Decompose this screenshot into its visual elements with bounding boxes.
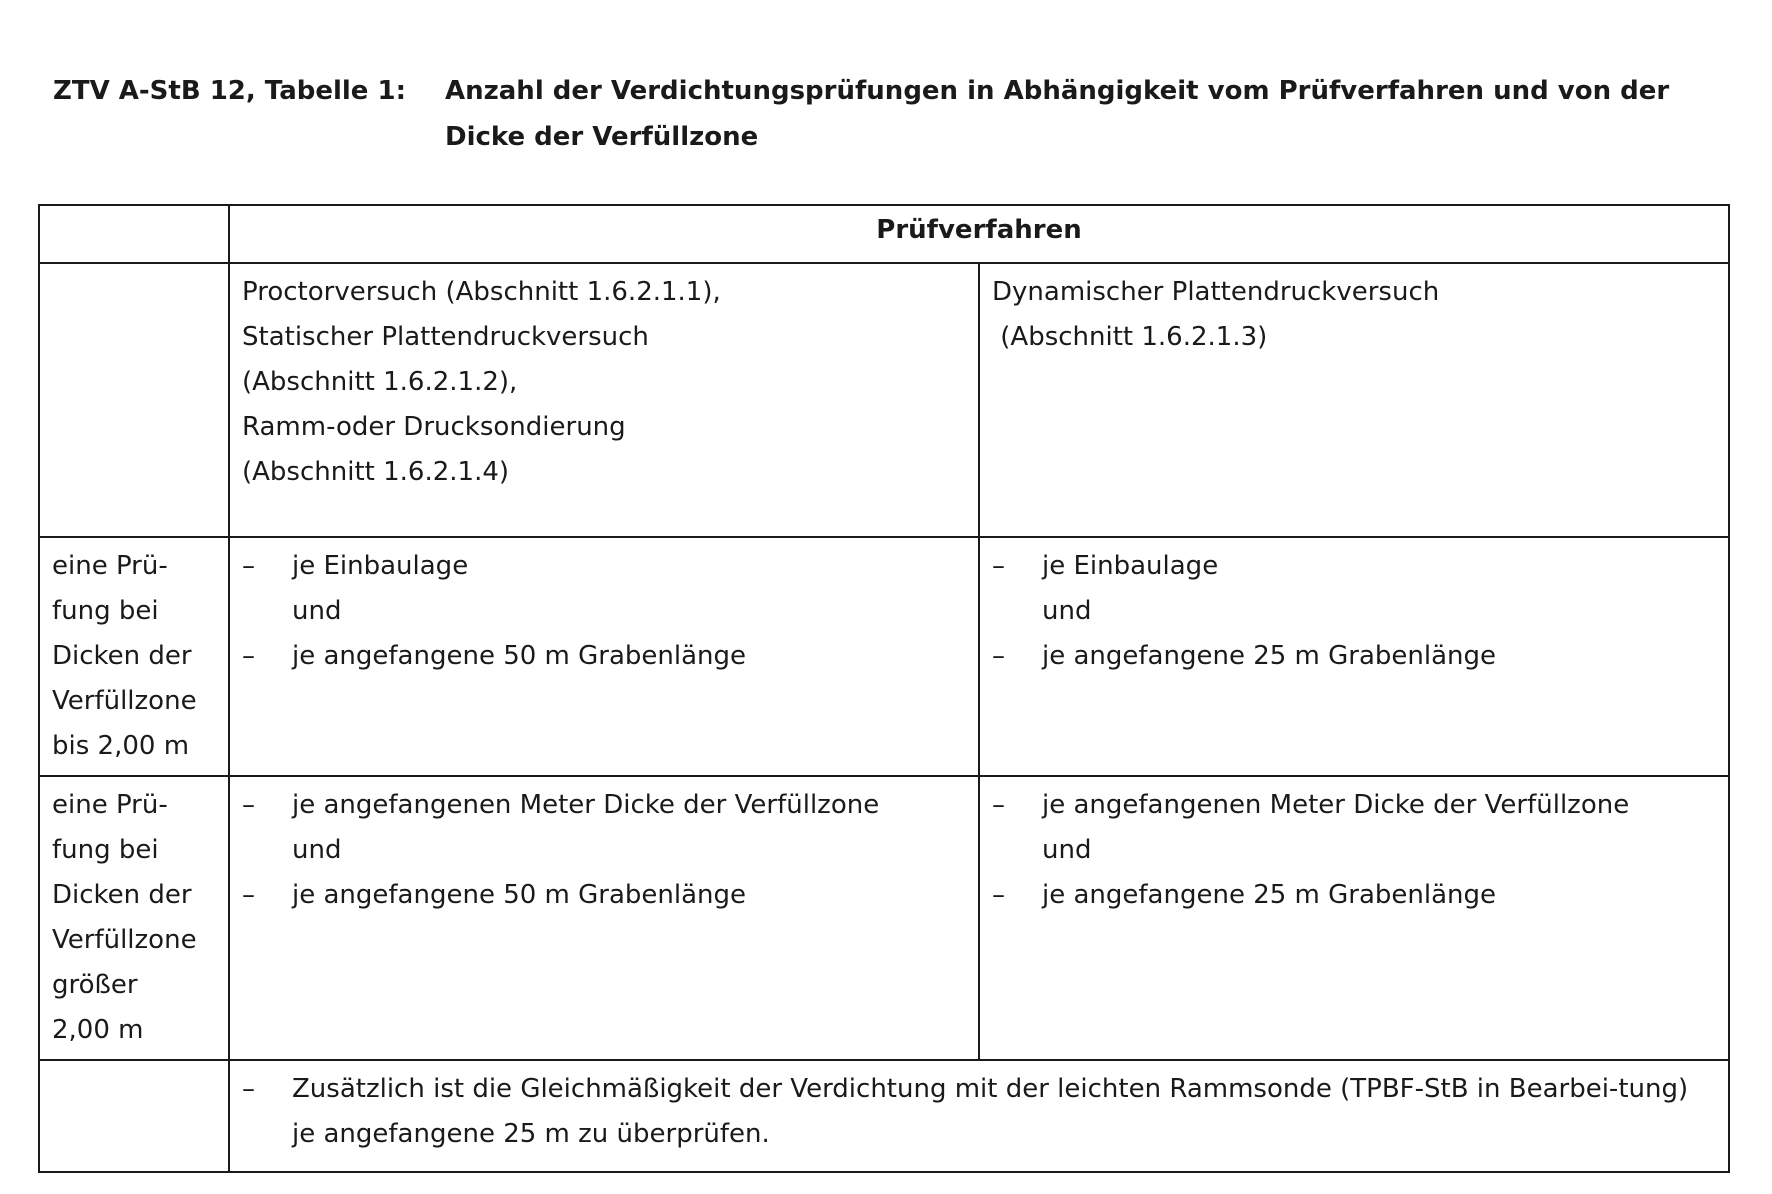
list-item — [992, 544, 1716, 589]
requirement-text: je angefangene 25 m Grabenlänge — [1042, 880, 1497, 910]
table-caption — [53, 68, 1733, 160]
row-label-line: fung bei — [52, 596, 159, 626]
row-label-line: größer — [52, 970, 138, 1000]
dash-bullet: – — [242, 641, 255, 671]
row-label-line: Verfüllzone — [52, 925, 197, 955]
row-label-up-to-2m — [39, 537, 229, 776]
method-line: Statischer Plattendruckversuch — [242, 322, 649, 352]
table-reference: ZTV A-StB 12, Tabelle 1: — [53, 76, 406, 106]
dash-bullet: – — [242, 790, 255, 820]
methods-row — [39, 263, 1729, 537]
row-label-line: Dicken der — [52, 880, 192, 910]
list-item — [992, 634, 1716, 679]
row-label-line: Dicken der — [52, 641, 192, 671]
list-item — [992, 783, 1716, 828]
table-row — [39, 776, 1729, 1060]
method-line: Dynamischer Plattendruckversuch — [992, 277, 1440, 307]
conjunction-text: und — [1042, 835, 1092, 865]
requirement-text: je angefangenen Meter Dicke der Verfüllzone — [292, 790, 880, 820]
requirement-text: je angefangene 50 m Grabenlänge — [292, 641, 747, 671]
method-line: (Abschnitt 1.6.2.1.4) — [242, 457, 510, 487]
list-item — [992, 873, 1716, 918]
dash-bullet: – — [992, 551, 1005, 581]
requirement-cell — [979, 776, 1729, 1060]
list-item — [242, 783, 966, 828]
conjunction-text: und — [1042, 596, 1092, 626]
requirement-text: je Einbaulage — [292, 551, 469, 581]
row-label-line: fung bei — [52, 835, 159, 865]
note-row — [39, 1060, 1729, 1172]
dash-bullet: – — [242, 1074, 255, 1104]
verdichtung-table — [38, 204, 1730, 1173]
row-label-line: bis 2,00 m — [52, 731, 190, 761]
row-label-line: Verfüllzone — [52, 686, 197, 716]
row-label-line: eine Prü- — [52, 790, 168, 820]
note-cell — [229, 1060, 1729, 1172]
table-title: Anzahl der Verdichtungsprüfungen in Abhängigkeit vom Prüfverfahren und von der Dicke der Verfüllzone — [445, 76, 1670, 152]
method-line: Ramm-oder Drucksondierung — [242, 412, 626, 442]
note-text: Zusätzlich ist die Gleichmäßigkeit der Verdichtung mit der leichten Rammsonde (TPBF-StB in Bearbei-tung) je angefangene 25 m zu überprüfen. — [292, 1074, 1689, 1149]
method-line: (Abschnitt 1.6.2.1.2), — [242, 367, 518, 397]
requirement-text: je angefangenen Meter Dicke der Verfüllzone — [1042, 790, 1630, 820]
dash-bullet: – — [992, 641, 1005, 671]
requirement-cell — [979, 537, 1729, 776]
method-cell-static — [229, 263, 979, 537]
header-row — [39, 205, 1729, 263]
list-item — [242, 1067, 1716, 1157]
conjunction-text: und — [292, 835, 342, 865]
method-line: Proctorversuch (Abschnitt 1.6.2.1.1), — [242, 277, 721, 307]
empty-label-cell — [39, 1060, 229, 1172]
requirement-text: je angefangene 50 m Grabenlänge — [292, 880, 747, 910]
row-label-line: eine Prü- — [52, 551, 168, 581]
table-row — [39, 537, 1729, 776]
requirement-cell — [229, 776, 979, 1060]
conjunction-text: und — [292, 596, 342, 626]
requirement-text: je angefangene 25 m Grabenlänge — [1042, 641, 1497, 671]
list-item — [242, 873, 966, 918]
method-cell-dynamic — [979, 263, 1729, 537]
requirement-text: je Einbaulage — [1042, 551, 1219, 581]
list-item — [242, 634, 966, 679]
dash-bullet: – — [242, 551, 255, 581]
empty-corner-cell — [39, 205, 229, 263]
empty-label-cell — [39, 263, 229, 537]
row-label-line: 2,00 m — [52, 1015, 144, 1045]
method-line: (Abschnitt 1.6.2.1.3) — [992, 322, 1268, 352]
dash-bullet: – — [992, 880, 1005, 910]
dash-bullet: – — [242, 880, 255, 910]
row-label-over-2m — [39, 776, 229, 1060]
requirement-cell — [229, 537, 979, 776]
dash-bullet: – — [992, 790, 1005, 820]
list-item — [242, 544, 966, 589]
pruefverfahren-header: Prüfverfahren — [229, 205, 1729, 263]
